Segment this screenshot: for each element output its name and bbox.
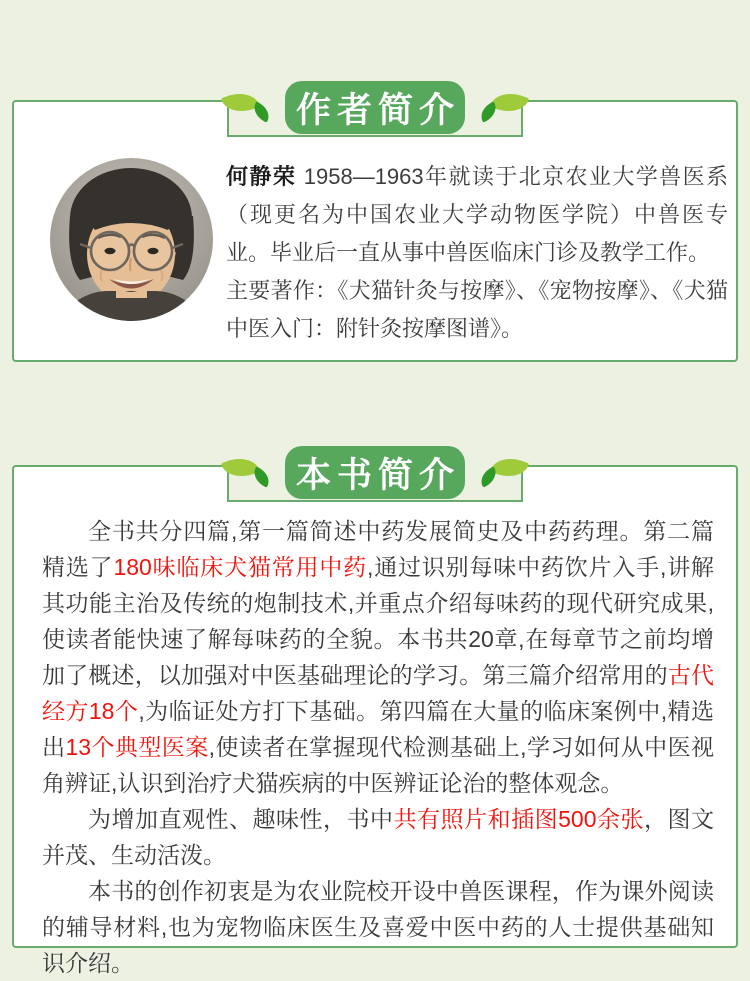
- book-intro-text: 全书共分四篇,第一篇简述中药发展简史及中药药理。第二篇精选了180味临床犬猫常用中药,通过识别每味中药饮片入手,讲解其功能主治及传统的炮制技术,并重点介绍每味药的现代研究成果,使读者能快速了解每味药的全貌。本书共20章,在每章节之前均增加了概述，以加强对中医基础理论的学习。第三篇介绍常用的古代经方18个,为临证处方打下基础。第四篇在大量的临床案例中,精选出13个典型医案,使读者在掌握现代检测基础上,学习如何从中医视角辨证,认识到治疗犬猫疾病的中医辨证论治的整体观念。 为增加直观性、趣味性，书中共有照片和插图500余张，图文并茂、生动活泼。 本书的创作初衷是为农业院校开设中兽医课程，作为课外阅读的辅导材料,也为宠物临床医生及喜爱中医中药的人士提供基础知识介绍。: [42, 518, 715, 976]
- author-portrait-illustration: [50, 158, 213, 321]
- author-intro-text: 何静荣 1958—1963年就读于北京农业大学兽医系（现更名为中国农业大学动物医学院）中兽医专业。毕业后一直从事中兽医临床门诊及教学工作。 主要著作：《犬猫针灸与按摩》、《宠物按摩》、《犬猫中医入门：附针灸按摩图谱》。: [226, 164, 728, 341]
- book-section-title-pill: [285, 446, 465, 499]
- leaf-decoration-left: [222, 87, 272, 129]
- light-leaf-icon: [221, 85, 261, 119]
- author-section-title-pill: [285, 81, 465, 134]
- leaf-decoration-right: [478, 452, 528, 494]
- book-section-header: [14, 446, 736, 499]
- leaf-decoration-right: [478, 87, 528, 129]
- author-section-header: [14, 81, 736, 134]
- leaf-decoration-left: [222, 452, 272, 494]
- book-section-title: 本书简介: [295, 455, 460, 495]
- author-section-title: 作者简介: [295, 90, 460, 130]
- book-intro-card: [12, 455, 738, 976]
- light-leaf-icon: [490, 85, 530, 119]
- light-leaf-icon: [221, 450, 261, 484]
- author-intro-card: [12, 90, 738, 362]
- author-photo: [50, 158, 213, 321]
- light-leaf-icon: [490, 450, 530, 484]
